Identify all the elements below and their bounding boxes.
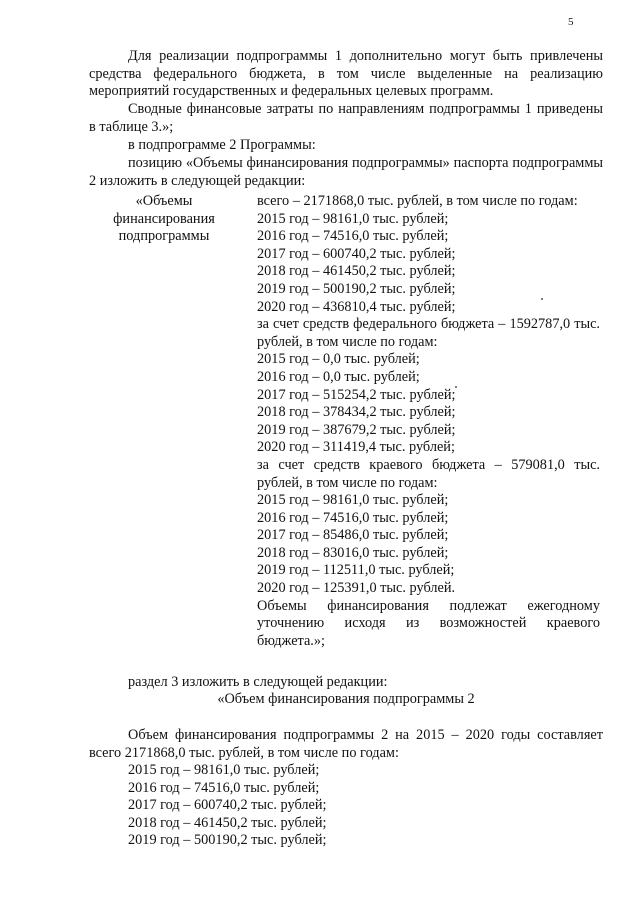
year-line: 2020 год – 436810,4 тыс. рублей; <box>257 298 456 315</box>
subprogram-2-heading: в подпрограмме 2 Программы: <box>128 137 316 153</box>
regional-budget-line: за счет средств краевого бюджета – 579081,0 тыс. рублей, в том числе по годам: <box>257 456 600 491</box>
year-line: 2017 год – 600740,2 тыс. рублей; <box>128 797 327 813</box>
year-line: 2015 год – 98161,0 тыс. рублей; <box>128 762 320 778</box>
year-line: 2019 год – 387679,2 тыс. рублей; <box>257 421 456 438</box>
year-line: 2018 год – 461450,2 тыс. рублей; <box>257 263 456 280</box>
year-line: 2017 год – 600740,2 тыс. рублей; <box>257 245 456 262</box>
year-line: 2016 год – 74516,0 тыс. рублей; <box>257 509 449 526</box>
year-line: 2020 год – 311419,4 тыс. рублей; <box>257 439 455 456</box>
year-line: 2017 год – 85486,0 тыс. рублей; <box>257 527 449 544</box>
intro-paragraph-1: Для реализации подпрограммы 1 дополнительно могут быть привлечены средства федерального бюджета, в том числе выделенные на реализацию мероприятий государственных и федеральных целевых программ. <box>89 48 603 100</box>
page-number: 5 <box>568 16 574 28</box>
scan-speck <box>455 386 457 388</box>
year-line: 2019 год – 500190,2 тыс. рублей; <box>128 832 327 848</box>
year-line: 2019 год – 500190,2 тыс. рублей; <box>257 280 456 297</box>
passport-label: «Объемы финансирования подпрограммы <box>113 193 215 245</box>
year-line: 2018 год – 83016,0 тыс. рублей; <box>257 544 449 561</box>
year-line: 2015 год – 98161,0 тыс. рублей; <box>257 210 449 227</box>
section-3-instruction: раздел 3 изложить в следующей редакции: <box>128 674 388 690</box>
total-line: всего – 2171868,0 тыс. рублей, в том числе по годам: <box>257 193 578 209</box>
year-line: 2016 год – 74516,0 тыс. рублей; <box>128 780 320 796</box>
year-line: 2016 год – 0,0 тыс. рублей; <box>257 368 420 385</box>
federal-budget-line: за счет средств федерального бюджета – 1592787,0 тыс. рублей, в том числе по годам: <box>257 316 600 350</box>
year-line: 2015 год – 98161,0 тыс. рублей; <box>257 492 449 509</box>
intro-paragraph-2: Сводные финансовые затраты по направлениям подпрограммы 1 приведены в таблице 3.»; <box>89 101 603 135</box>
year-line: 2020 год – 125391,0 тыс. рублей. <box>257 580 456 597</box>
adjustment-note: Объемы финансирования подлежат ежегодному уточнению исходя из возможностей краевого бюджета.»; <box>257 597 600 649</box>
year-line: 2015 год – 0,0 тыс. рублей; <box>257 351 420 368</box>
year-line: 2018 год – 378434,2 тыс. рублей; <box>257 404 456 421</box>
year-line: 2017 год – 515254,2 тыс. рублей; <box>257 386 456 403</box>
position-instruction: позицию «Объемы финансирования подпрограммы» паспорта подпрограммы 2 изложить в следующей редакции: <box>89 155 603 189</box>
year-line: 2016 год – 74516,0 тыс. рублей; <box>257 228 449 245</box>
year-line: 2019 год – 112511,0 тыс. рублей; <box>257 562 455 579</box>
scan-speck <box>541 298 543 300</box>
section-3-title: «Объем финансирования подпрограммы 2 <box>217 691 475 707</box>
passport-funding-column <box>257 193 600 650</box>
section-3-paragraph: Объем финансирования подпрограммы 2 на 2015 – 2020 годы составляет всего 2171868,0 тыс. рублей, в том числе по годам: <box>89 727 603 761</box>
year-line: 2018 год – 461450,2 тыс. рублей; <box>128 815 327 831</box>
